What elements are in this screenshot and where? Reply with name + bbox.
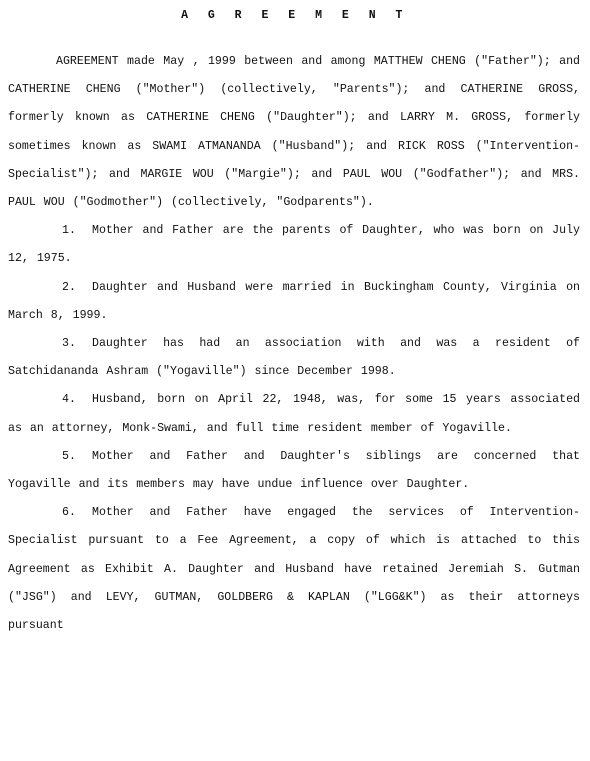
paragraph-4 bbox=[8, 386, 580, 442]
paragraph-text: Mother and Father and Daughter's siblings are concerned that Yogaville and its members may have undue influence over Daughter. bbox=[8, 449, 580, 492]
paragraph-text: Daughter has had an association with and was a resident of Satchidananda Ashram ("Yogaville") since December 1998. bbox=[8, 337, 580, 379]
paragraph-number: 1. bbox=[62, 224, 76, 238]
paragraph-1 bbox=[8, 217, 580, 273]
paragraph-number: 5. bbox=[62, 449, 76, 463]
paragraph-number: 6. bbox=[62, 506, 76, 520]
intro-paragraph: AGREEMENT made May , 1999 between and among MATTHEW CHENG ("Father"); and CATHERINE CHENG ("Mother") (collectively, "Parents"); and CATHERINE GROSS, formerly known as CATHERINE CHENG ("Daughter"); and LARRY M. GROSS, formerly sometimes known as SWAMI ATMANANDA ("Husband"); and RICK ROSS ("Intervention-Specialist"); and MARGIE WOU ("Margie"); and PAUL WOU ("Godfather"); and MRS. PAUL WOU ("Godmother") (collectively, "Godparents"). bbox=[8, 55, 580, 210]
paragraph-number: 4. bbox=[62, 393, 76, 407]
paragraph-text: Husband, born on April 22, 1948, was, for some 15 years associated as an attorney, Monk-Swami, and full time resident member of Yogaville. bbox=[8, 393, 580, 435]
document-body bbox=[8, 48, 580, 640]
paragraph-3 bbox=[8, 330, 580, 386]
paragraph-number: 2. bbox=[62, 280, 76, 294]
paragraph-2 bbox=[8, 274, 580, 330]
paragraph-text: Mother and Father have engaged the services of Intervention-Specialist pursuant to a Fee Agreement, a copy of which is attached to this Agreement as Exhibit A. Daughter and Husband have retained Jeremiah S. Gutman ("JSG") and LEVY, GUTMAN, GOLDBERG & KAPLAN ("LGG&K") as their attorneys pursuant bbox=[8, 506, 580, 633]
paragraph-text: Mother and Father are the parents of Daughter, who was born on July 12, 1975. bbox=[8, 224, 580, 266]
document-title: A G R E E M E N T bbox=[181, 9, 409, 22]
paragraph-6 bbox=[8, 499, 580, 640]
paragraph-5 bbox=[8, 443, 580, 499]
paragraph-number: 3. bbox=[62, 337, 76, 351]
paragraph-text: Daughter and Husband were married in Buckingham County, Virginia on March 8, 1999. bbox=[8, 280, 580, 322]
